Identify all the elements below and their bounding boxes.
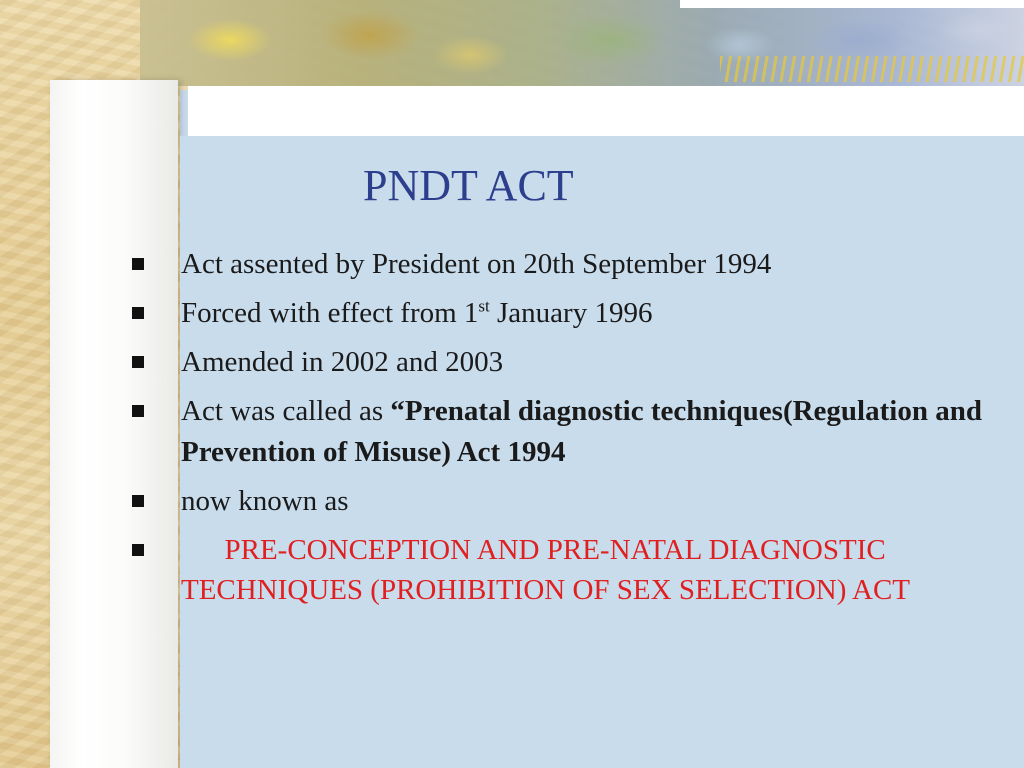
bullet-item-called-as bbox=[128, 391, 988, 472]
bullet-item-effect-date bbox=[128, 293, 988, 334]
square-bullet-icon bbox=[132, 544, 144, 556]
bullet-item-amended bbox=[128, 342, 988, 383]
bullet-item-now-known bbox=[128, 481, 988, 522]
bullet-text: Act assented by President on 20th September 1994 bbox=[181, 248, 772, 280]
bullet-text: Act was called as bbox=[181, 395, 391, 427]
bullet-item-new-name bbox=[128, 530, 988, 611]
slide-title: PNDT ACT bbox=[363, 161, 574, 210]
bullet-text: Amended in 2002 and 2003 bbox=[181, 346, 504, 378]
act-new-name: PRE-CONCEPTION AND PRE-NATAL DIAGNOSTIC TECHNIQUES (PROHIBITION OF SEX SELECTION) ACT bbox=[181, 533, 911, 606]
bullet-text: now known as bbox=[181, 484, 349, 517]
square-bullet-icon bbox=[132, 495, 144, 507]
banner-grass-streak bbox=[720, 56, 1024, 82]
header-plate bbox=[188, 86, 1024, 136]
bullet-text-cont: January 1996 bbox=[489, 297, 653, 329]
bullet-list bbox=[128, 244, 988, 619]
ordinal-suffix: st bbox=[478, 296, 490, 316]
square-bullet-icon bbox=[132, 307, 144, 319]
indent-space bbox=[181, 534, 225, 566]
square-bullet-icon bbox=[132, 356, 144, 368]
banner-white-edge bbox=[680, 0, 1024, 8]
bullet-text: Forced with effect from 1 bbox=[181, 297, 479, 329]
square-bullet-icon bbox=[132, 405, 144, 417]
square-bullet-icon bbox=[132, 258, 144, 270]
act-original-name: “Prenatal diagnostic techniques(Regulation and Prevention of Misuse) Act 1994 bbox=[181, 395, 982, 468]
bullet-item-assented bbox=[128, 244, 988, 285]
